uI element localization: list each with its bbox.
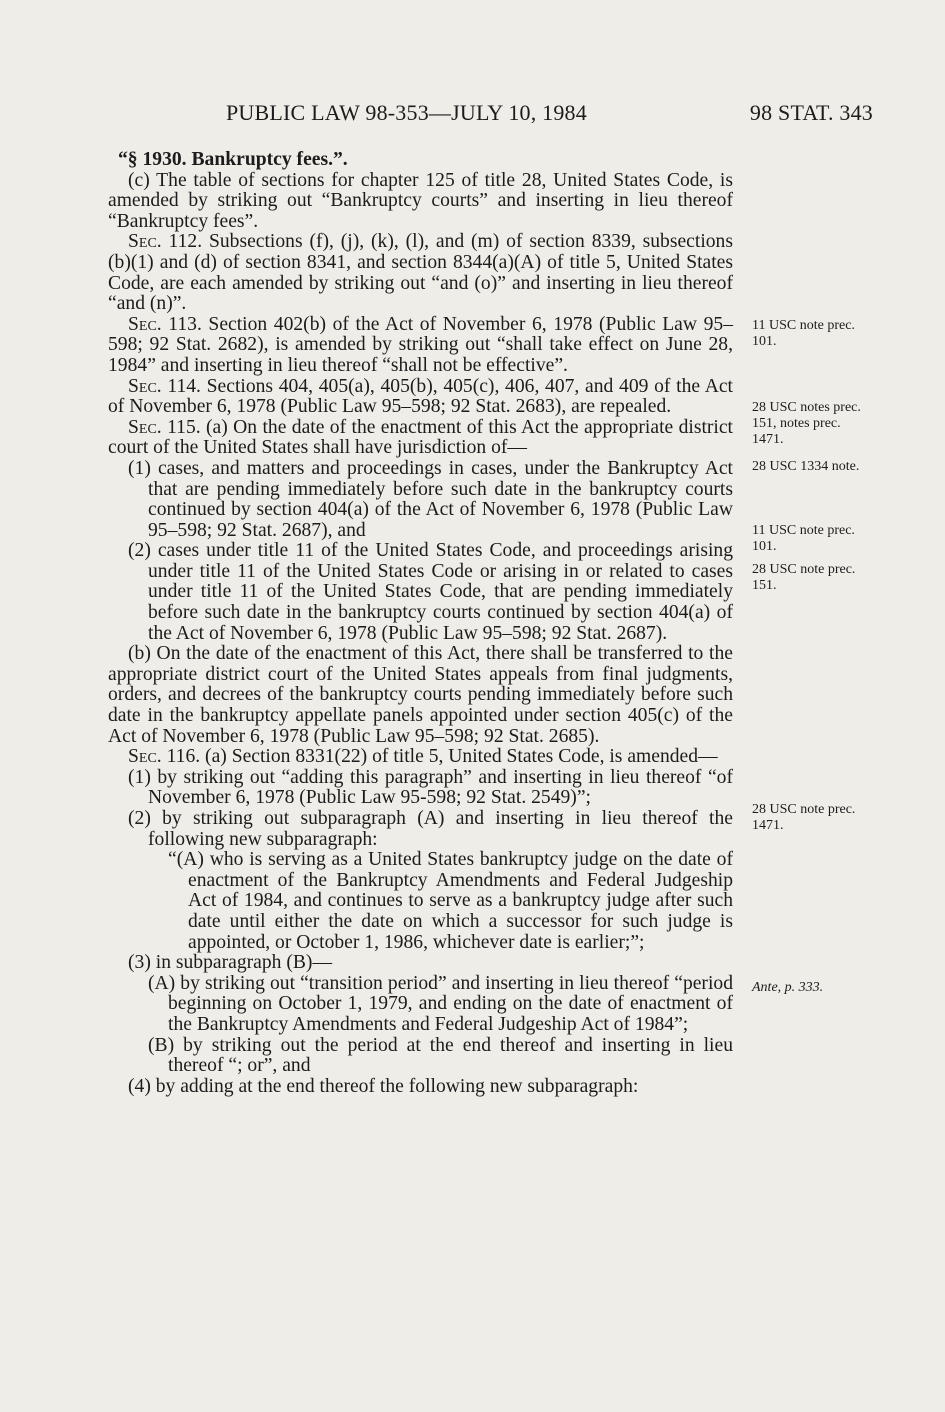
- margin-note: 11 USC note prec. 101.: [752, 523, 855, 554]
- section-115-item-1: (1) cases, and matters and proceedings in cases, under the Bankruptcy Act that are pending immediately before such date in the bankruptcy courts continued by section 404(a) of the Act of November 6, 1978 (Public Law 95–598; 92 Stat. 2687), and: [128, 457, 733, 541]
- margin-note: 28 USC 1334 note.: [752, 459, 860, 474]
- section-112: [108, 232, 733, 314]
- sec-label: Sec.: [128, 746, 162, 768]
- margin-note: 11 USC note prec. 101.: [752, 318, 855, 349]
- section-113: [108, 315, 733, 377]
- item-3-a: (A) by striking out “transition period” and inserting in lieu thereof “period beginning on October 1, 1979, and ending on the date of enactment of the Bankruptcy Amendments and Federal Judgeship Act of 1984”;: [148, 972, 733, 1035]
- margin-note: Ante, p. 333.: [752, 980, 824, 995]
- sec-label: Sec.: [128, 231, 162, 253]
- margin-note: 28 USC note prec. 151.: [752, 562, 856, 593]
- section-115-text: 115. (a) On the date of the enactment of this Act the appropriate district court of the United States shall have jurisdiction of—: [108, 416, 734, 459]
- section-115-b: (b) On the date of the enactment of this Act, there shall be transferred to the appropriate district court of the United States appeals from final judgments, orders, and decrees of the bankruptcy courts pending immediately before such date in the bankruptcy appellate panels appointed under section 405(c) of the Act of November 6, 1978 (Public Law 95–598; 92 Stat. 2685).: [108, 643, 733, 747]
- section-116-item-1: (1) by striking out “adding this paragraph” and inserting in lieu thereof “of November 6, 1978 (Public Law 95-598; 92 Stat. 2549)”;: [128, 766, 733, 809]
- header-title: PUBLIC LAW 98-353—JULY 10, 1984: [226, 100, 587, 125]
- section-116-item-4: (4) by adding at the end thereof the following new subparagraph:: [128, 1075, 639, 1097]
- margin-note: 28 USC note prec. 1471.: [752, 802, 856, 833]
- body-text: [108, 150, 733, 1097]
- quoted-subparagraph-a: “(A) who is serving as a United States bankruptcy judge on the date of enactment of the Bankruptcy Amendments and Federal Judgeship Act of 1984, and continues to serve as a bankruptcy judge after such date until either the date on which a successor for such judge is appointed, or October 1, 1986, whichever date is earlier;”;: [168, 849, 733, 953]
- margin-note: 28 USC notes prec. 151, notes prec. 1471.: [752, 400, 861, 447]
- sec-label: Sec.: [128, 313, 162, 335]
- section-115-item-2: (2) cases under title 11 of the United States Code, and proceedings arising under title 11 of the United States Code or arising in or related to cases under title 11 of the United States Code, that are pending immediately before such date in the bankruptcy courts continued by section 404(a) of the Act of November 6, 1978 (Public Law 95–598; 92 Stat. 2687).: [128, 540, 733, 644]
- section-115: [108, 418, 733, 459]
- paragraph-c: (c) The table of sections for chapter 125 of title 28, United States Code, is amended by striking out “Bankruptcy courts” and inserting in lieu thereof “Bankruptcy fees”.: [108, 169, 733, 232]
- section-113-text: 113. Section 402(b) of the Act of November 6, 1978 (Public Law 95–598; 92 Stat. 2682), is amended by striking out “shall take effect on June 28, 1984” and inserting in lieu thereof “shall not be effective”.: [108, 313, 734, 376]
- section-116-item-2: (2) by striking out subparagraph (A) and inserting in lieu thereof the following new subparagraph:: [128, 808, 733, 850]
- item-3-b: (B) by striking out the period at the end thereof and inserting in lieu thereof “; or”, and: [148, 1034, 733, 1077]
- sec-label: Sec.: [128, 375, 162, 397]
- sec-label: Sec.: [128, 416, 162, 438]
- header-page-number: 98 STAT. 343: [749, 100, 873, 125]
- section-114-text: 114. Sections 404, 405(a), 405(b), 405(c), 406, 407, and 409 of the Act of November 6, 1978 (Public Law 95–598; 92 Stat. 2683), are repealed.: [108, 375, 733, 418]
- section-116-text: 116. (a) Section 8331(22) of title 5, United States Code, is amended—: [166, 746, 718, 768]
- section-114: [108, 377, 733, 418]
- section-heading: “§ 1930. Bankruptcy fees.”.: [118, 149, 348, 170]
- section-112-text: 112. Subsections (f), (j), (k), (l), and (m) of section 8339, subsections (b)(1) and (d) of section 8341, and section 8344(a)(A) of title 5, United States Code, are each amended by striking out “and (o)” and inserting in lieu thereof “and (n)”.: [108, 231, 733, 315]
- section-116: [108, 747, 733, 768]
- section-116-item-3: (3) in subparagraph (B)—: [128, 952, 333, 974]
